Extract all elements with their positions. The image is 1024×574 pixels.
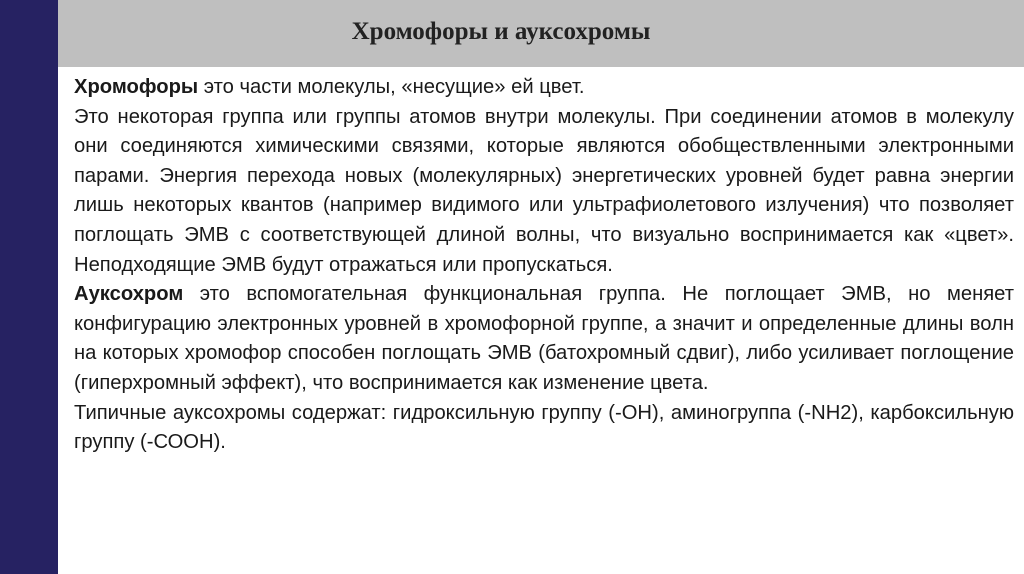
paragraph-chromophores xyxy=(74,73,1014,103)
paragraph-auxochrome xyxy=(74,280,1014,398)
term-auxochrome: Ауксохром xyxy=(74,283,184,306)
definition-auxochrome: это вспомогательная функциональная группа. Не поглощает ЭМВ, но меняет конфигурацию электронных уровней в хромофорной группе, а значит и определенные длины волн на которых хромофор способен поглощать ЭМВ (батохромный сдвиг), либо усиливает поглощение (гиперхромный эффект), что воспринимается как изменение цвета. xyxy=(74,283,1014,394)
slide-body xyxy=(74,73,1014,458)
paragraph-typical-auxochromes xyxy=(74,399,1014,458)
left-accent-bar xyxy=(0,0,58,574)
slide-title: Хромофоры и ауксохромы xyxy=(351,18,651,45)
chromophore-explanation-text: Это некоторая группа или группы атомов внутри молекулы. При соединении атомов в молекулу они соединяются химическими связями, которые являются обобществленными электронными парами. Энергия перехода новых (молекулярных) энергетических уровней будет равна энергии лишь некоторых квантов (например видимого или ультрафиолетового излучения) что позволяет поглощать ЭМВ с соответствующей длиной волны, что визуально воспринимается как «цвет». Неподходящие ЭМВ будут отражаться или пропускаться. xyxy=(74,105,1014,276)
definition-chromophores: это части молекулы, «несущие» ей цвет. xyxy=(198,76,585,98)
slide-header xyxy=(58,0,1024,67)
typical-auxochromes-text: Типичные ауксохромы содержат: гидроксильную группу (-ОН), аминогруппа (-NH2), карбоксильную группу (-СООН). xyxy=(74,401,1014,454)
paragraph-chromophore-explanation xyxy=(74,103,1014,281)
term-chromophores: Хромофоры xyxy=(74,76,199,98)
